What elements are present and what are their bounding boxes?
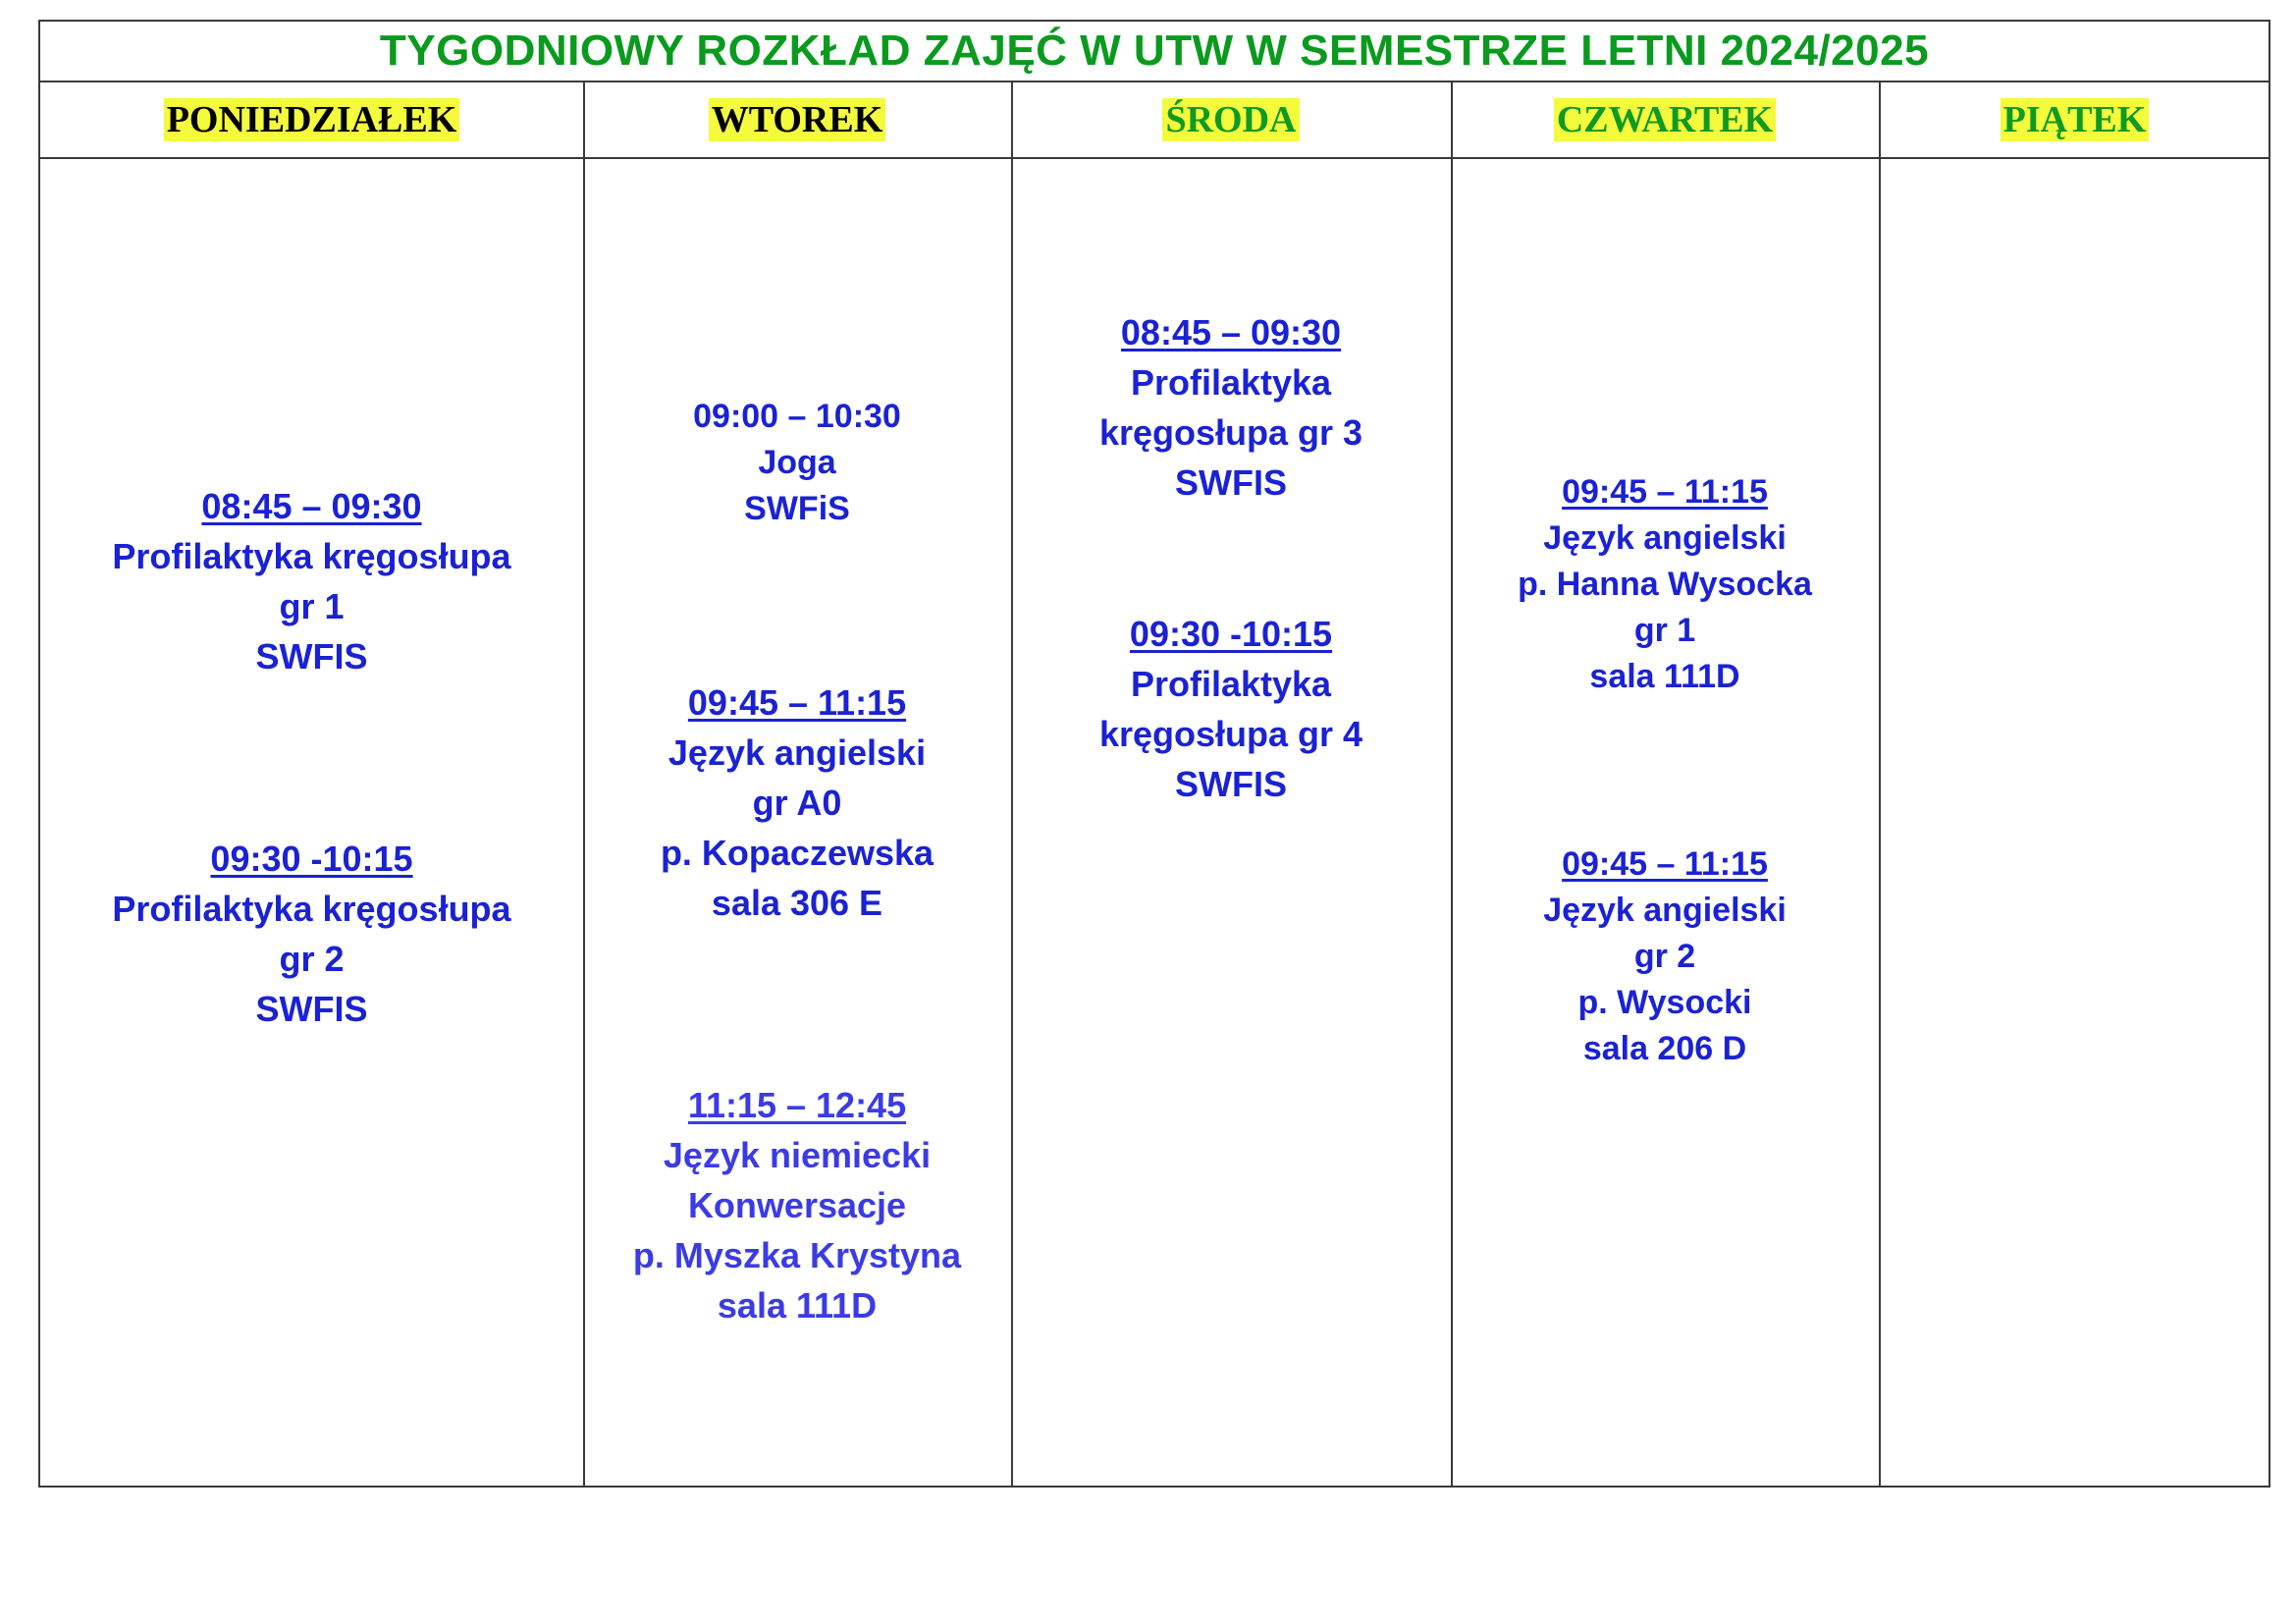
- class-location: SWFIS: [255, 989, 368, 1029]
- class-location: SWFIS: [1175, 462, 1287, 503]
- page-title: TYGODNIOWY ROZKŁAD ZAJĘĆ W UTW W SEMESTRZE LETNI 2024/2025: [379, 27, 1930, 75]
- class-entry: [583, 394, 1011, 532]
- class-room: sala 306 E: [711, 883, 883, 923]
- column-thursday: [1451, 159, 1879, 1486]
- class-subtitle: Konwersacje: [687, 1185, 907, 1225]
- column-tuesday: [583, 159, 1011, 1486]
- class-teacher: p. Kopaczewska: [660, 833, 934, 873]
- day-label-tuesday: WTOREK: [709, 98, 886, 141]
- class-name: Profilaktyka: [1130, 664, 1332, 704]
- class-entry: [1011, 307, 1451, 508]
- class-name-group: kręgosłupa gr 4: [1098, 714, 1363, 754]
- day-label-friday: PIĄTEK: [2001, 98, 2150, 141]
- class-room: sala 111D: [717, 1285, 878, 1326]
- class-entry: [1011, 609, 1451, 809]
- class-time: 08:45 – 09:30: [1120, 312, 1342, 352]
- class-name: Język angielski: [1543, 892, 1787, 929]
- class-name: Język niemiecki: [663, 1135, 932, 1175]
- class-teacher: p. Myszka Krystyna: [632, 1235, 962, 1275]
- class-entry: [40, 834, 583, 1034]
- class-group: gr 2: [1633, 938, 1696, 975]
- class-location: SWFiS: [744, 490, 850, 527]
- schedule-table: [38, 20, 2270, 1488]
- class-teacher: p. Wysocki: [1577, 984, 1752, 1021]
- class-name-group: kręgosłupa gr 3: [1098, 412, 1363, 453]
- class-room: sala 111D: [1589, 658, 1740, 695]
- day-header-row: [40, 82, 2269, 159]
- column-monday: [40, 159, 583, 1486]
- day-header-monday: [40, 82, 583, 157]
- class-location: SWFIS: [1175, 764, 1287, 804]
- day-label-thursday: CZWARTEK: [1554, 98, 1776, 141]
- class-name: Profilaktyka: [1130, 362, 1332, 403]
- class-time: 09:30 -10:15: [1129, 614, 1333, 654]
- class-teacher: p. Hanna Wysocka: [1518, 566, 1812, 603]
- day-header-thursday: [1451, 82, 1879, 157]
- class-group: gr A0: [752, 783, 842, 823]
- class-name: Język angielski: [1543, 519, 1787, 557]
- title-row: [40, 22, 2269, 82]
- day-header-wednesday: [1011, 82, 1451, 157]
- class-group: gr 1: [279, 586, 345, 626]
- class-time: 09:45 – 11:15: [1562, 473, 1768, 511]
- day-label-monday: PONIEDZIAŁEK: [164, 98, 460, 141]
- column-friday: [1879, 159, 2270, 1486]
- class-name: Joga: [758, 444, 836, 481]
- day-header-friday: [1879, 82, 2270, 157]
- class-group: gr 2: [279, 939, 345, 979]
- class-name: Język angielski: [667, 732, 927, 773]
- class-location: SWFIS: [255, 636, 368, 677]
- class-name: Profilaktyka kręgosłupa: [112, 536, 511, 576]
- column-wednesday: [1011, 159, 1451, 1486]
- class-entry: [1451, 841, 1879, 1072]
- class-room: sala 206 D: [1582, 1030, 1747, 1067]
- class-entry: [583, 677, 1011, 928]
- class-time: 09:30 -10:15: [210, 839, 413, 879]
- class-entry: [1451, 469, 1879, 700]
- day-label-wednesday: ŚRODA: [1162, 98, 1299, 141]
- class-entry: [583, 1080, 1011, 1330]
- class-entry: [40, 481, 583, 681]
- day-header-tuesday: [583, 82, 1011, 157]
- class-time: 09:45 – 11:15: [687, 682, 907, 723]
- class-time: 09:00 – 10:30: [693, 398, 901, 435]
- class-group: gr 1: [1633, 612, 1696, 649]
- class-name: Profilaktyka kręgosłupa: [112, 889, 511, 929]
- class-time: 08:45 – 09:30: [201, 486, 422, 526]
- class-time: 09:45 – 11:15: [1562, 845, 1768, 883]
- class-time: 11:15 – 12:45: [687, 1085, 907, 1125]
